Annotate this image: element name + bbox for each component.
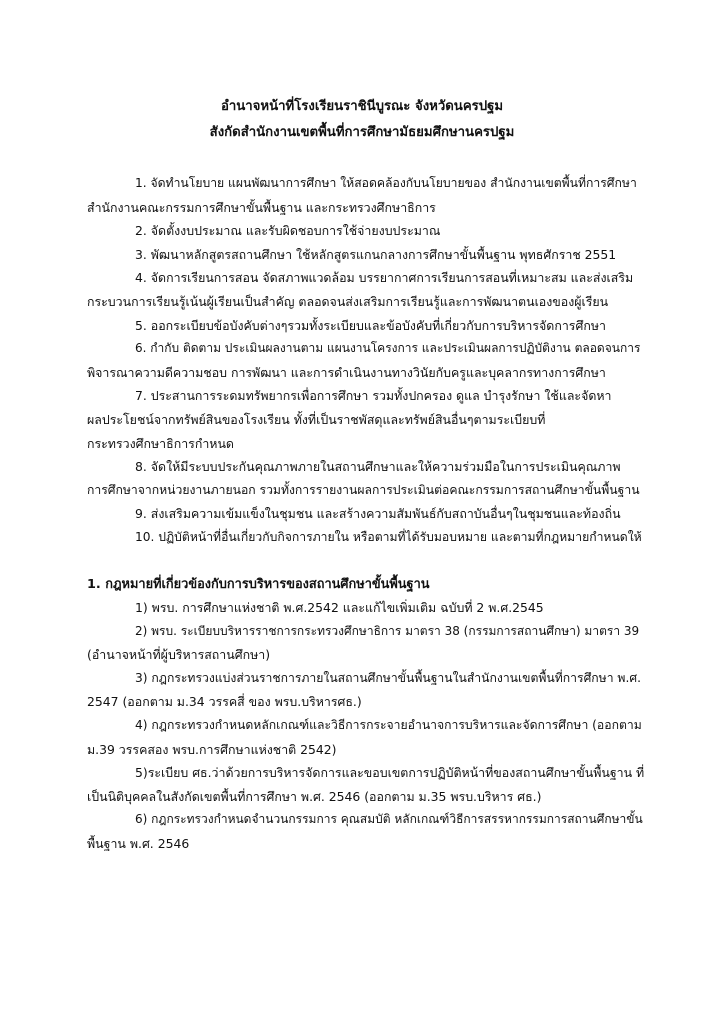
duty-8-line-1: 8. จัดให้มีระบบประกันคุณภาพภายในสถานศึกษาและให้ความร่วมมือในการประเมินคุณภาพ: [135, 459, 621, 475]
law-5-line-1: 5)ระเบียบ ศธ.ว่าด้วยการบริหารจัดการและขอบเขตการปฏิบัติหน้าที่ของสถานศึกษาขั้นพื้นฐาน ที่: [135, 765, 645, 781]
law-5-line-2: เป็นนิติบุคคลในสังกัดเขตพื้นที่การศึกษา พ.ศ. 2546 (ออกตาม ม.35 พรบ.บริหาร ศธ.): [87, 788, 542, 804]
document-header: [0, 94, 724, 146]
law-4-line-1: 4) กฎกระทรวงกำหนดหลักเกณฑ์และวิธีการกระจายอำนาจการบริหารและจัดการศึกษา (ออกตาม: [135, 718, 642, 733]
law-2-line-1: 2) พรบ. ระเบียบบริหารราชการกระทรวงศึกษาธิการ มาตรา 38 (กรรมการสถานศึกษา) มาตรา 39: [135, 623, 640, 638]
duty-4-line-2: กระบวนการเรียนรู้เน้นผู้เรียนเป็นสำคัญ ตลอดจนส่งเสริมการเรียนรู้และการพัฒนาตนเองของผู้เรียน: [87, 293, 609, 309]
duty-1-line-2: สำนักงานคณะกรรมการศึกษาขั้นพื้นฐาน และกระทรวงศึกษาธิการ: [87, 199, 436, 215]
laws-section-title: 1. กฎหมายที่เกี่ยวข้องกับการบริหารของสถานศึกษาขั้นพื้นฐาน: [87, 576, 430, 592]
duty-1-line-1: 1. จัดทำนโยบาย แผนพัฒนาการศึกษา ให้สอดคล้องกับนโยบายของ สำนักงานเขตพื้นที่การศึกษา: [135, 176, 637, 190]
duty-4-line-1: 4. จัดการเรียนการสอน จัดสภาพแวดล้อม บรรยากาศการเรียนการสอนที่เหมาะสม และส่งเสริม: [135, 270, 634, 286]
law-6-line-2: พื้นฐาน พ.ศ. 2546: [87, 836, 190, 852]
law-6-line-1: 6) กฎกระทรวงกำหนดจำนวนกรรมการ คุณสมบัติ หลักเกณฑ์วิธีการสรรหากรรมการสถานศึกษาขั้น: [135, 812, 643, 827]
duty-5: 5. ออกระเบียบข้อบังคับต่างๆรวมทั้งระเบียบและข้อบังคับที่เกี่ยวกับการบริหารจัดการศึกษา: [135, 317, 606, 333]
law-3-line-1: 3) กฎกระทรวงแบ่งส่วนราชการภายในสถานศึกษาขั้นพื้นฐานในสำนักงานเขตพื้นที่การศึกษา พ.ศ.: [135, 670, 641, 685]
duty-6-line-2: พิจารณาความดีความชอบ การพัฒนา และการดำเนินงานทางวินัยกับครูและบุคลากรทางการศึกษา: [87, 364, 606, 380]
law-4-line-2: ม.39 วรรคสอง พรบ.การศึกษาแห่งชาติ 2542): [87, 741, 337, 757]
duty-10: 10. ปฏิบัติหน้าที่อื่นเกี่ยวกับกิจการภายใน หรือตามที่ได้รับมอบหมาย และตามที่กฎหมายกำหนดให้: [135, 529, 642, 544]
law-3-line-2: 2547 (ออกตาม ม.34 วรรคสี่ ของ พรบ.บริหารศธ.): [87, 694, 362, 710]
duty-9: 9. ส่งเสริมความเข้มแข็งในชุมชน และสร้างความสัมพันธ์กับสถาบันอื่นๆในชุมชนและท้องถิ่น: [135, 506, 621, 522]
duty-2: 2. จัดตั้งงบประมาณ และรับผิดชอบการใช้จ่ายงบประมาณ: [135, 223, 441, 239]
duty-7-line-1: 7. ประสานการระดมทรัพยากรเพื่อการศึกษา รวมทั้งปกครอง ดูแล บำรุงรักษา ใช้และจัดหา: [135, 388, 612, 404]
law-1: 1) พรบ. การศึกษาแห่งชาติ พ.ศ.2542 และแก้ไขเพิ่มเติม ฉบับที่ 2 พ.ศ.2545: [135, 600, 544, 616]
duty-7-line-2: ผลประโยชน์จากทรัพย์สินของโรงเรียน ทั้งที่เป็นราชพัสดุและทรัพย์สินอื่นๆตามระเบียบที่: [87, 411, 546, 427]
header-title: อำนาจหน้าที่โรงเรียนราชินีบูรณะ จังหวัดนครปฐม: [220, 99, 504, 114]
duty-3: 3. พัฒนาหลักสูตรสถานศึกษา ใช้หลักสูตรแกนกลางการศึกษาขั้นพื้นฐาน พุทธศักราช 2551: [135, 246, 617, 262]
duty-7-line-3: กระทรวงศึกษาธิการกำหนด: [87, 435, 234, 451]
duty-8-line-2: การศึกษาจากหน่วยงานภายนอก รวมทั้งการรายงานผลการประเมินต่อคณะกรรมการสถานศึกษาขั้นพื้นฐาน: [87, 482, 640, 497]
header-subtitle: สังกัดสำนักงานเขตพื้นที่การศึกษามัธยมศึกษานครปฐม: [209, 125, 515, 140]
document-body: [87, 172, 643, 856]
law-2-line-2: (อำนาจหน้าที่ผู้บริหารสถานศึกษา): [87, 647, 271, 663]
duty-6-line-1: 6. กำกับ ติดตาม ประเมินผลงานตาม แผนงานโครงการ และประเมินผลการปฏิบัติงาน ตลอดจนการ: [135, 341, 641, 356]
section-gap: [87, 550, 643, 573]
